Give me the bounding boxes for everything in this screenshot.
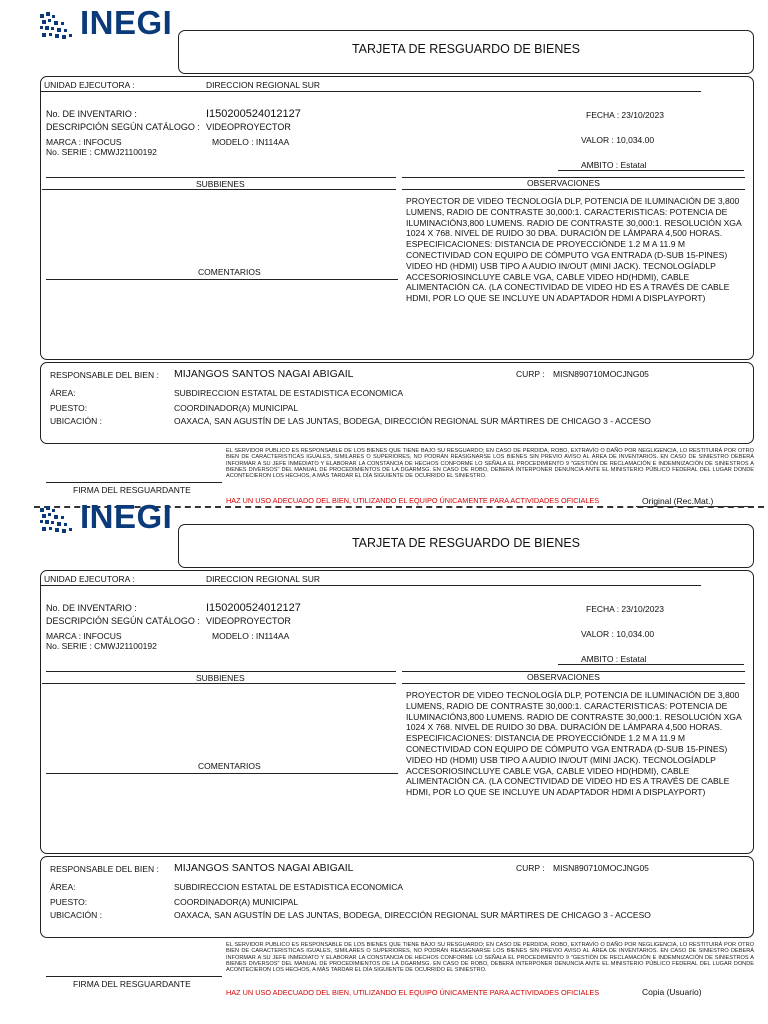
area-value: SUBDIRECCION ESTATAL DE ESTADISTICA ECONOMICA	[174, 882, 404, 892]
inventario-label: No. DE INVENTARIO :	[46, 109, 137, 119]
subbienes-bottom-line	[42, 683, 396, 684]
subbienes-top-line	[46, 671, 396, 672]
inventario-value: I150200524012127	[206, 602, 301, 614]
ambito-value: AMBITO : Estatal	[581, 654, 647, 664]
logo-text: INEGI	[80, 4, 173, 41]
descripcion-label: DESCRIPCIÓN SEGÚN CATÁLOGO :	[46, 616, 200, 626]
ubicacion-value: OAXACA, SAN AGUSTÍN DE LAS JUNTAS, BODEGA, DIRECCIÓN REGIONAL SUR MÁRTIRES DE CHICAGO 3 - ACCESO	[174, 416, 651, 426]
logo-dots-icon	[40, 12, 74, 40]
observaciones-bottom-line	[402, 683, 745, 684]
resguardo-card-original	[0, 0, 768, 506]
unidad-label: UNIDAD EJECUTORA :	[44, 80, 135, 90]
unidad-value: DIRECCION REGIONAL SUR	[206, 80, 320, 90]
fecha-value: FECHA : 23/10/2023	[586, 604, 664, 614]
curp-label: CURP :	[516, 369, 545, 379]
copy-label: Original (Rec.Mat.)	[642, 496, 714, 506]
area-value: SUBDIRECCION ESTATAL DE ESTADISTICA ECONOMICA	[174, 388, 404, 398]
firma-label: FIRMA DEL RESGUARDANTE	[73, 979, 191, 989]
puesto-value: COORDINADOR(A) MUNICIPAL	[174, 403, 299, 413]
title-box	[178, 30, 754, 74]
comentarios-heading: COMENTARIOS	[198, 761, 261, 771]
curp-value: MISN890710MOCJNG05	[553, 369, 649, 379]
usage-warning: HAZ UN USO ADECUADO DEL BIEN, UTILIZANDO EL EQUIPO ÚNICAMENTE PARA ACTIVIDADES OFICIALES	[226, 496, 600, 505]
responsable-label: RESPONSABLE DEL BIEN :	[50, 370, 159, 380]
observaciones-text: PROYECTOR DE VIDEO TECNOLOGÍA DLP, POTENCIA DE ILUMINACIÓN DE 3,800 LUMENS, RADIO DE CONTRASTE 30,000:1. CARACTERISTICAS: POTENCIA DE ILUMINACIÓN3,800 LUMENS. RADIO DE CONTRASTE 30,000:1. RESOLUCIÓN XGA 1024 X 768. NIVEL DE RUIDO 30 DBA. DURACIÓN DE LÁMPARA 4,500 HORAS. ESPECIFICACIONES: DISTANCIA DE PROYECCIÓNDE 1.2 M A 11.9 M CONECTIVIDAD CON EQUIPO DE CÓMPUTO VGA ENTRADA (D-SUB 15-PINES) VIDEO HD (HDMI) USB TIPO A AUDIO IN/OUT (MINI JACK). TECNOLOGÍADLP ACCESORIOSINCLUYE CABLE VGA, CABLE VIDEO HD(HDMI), CABLE ALIMENTACIÓN CA. (LA CONECTIVIDAD DE VIDEO HD ES A TRAVÉS DE CABLE HDMI, POR LO QUE SE INCLUYE UN ADAPTADOR HDMI A DISPLAYPORT)	[406, 690, 742, 798]
responsable-value: MIJANGOS SANTOS NAGAI ABIGAIL	[174, 862, 354, 874]
valor-value: VALOR : 10,034.00	[581, 629, 655, 639]
subbienes-top-line	[46, 177, 396, 178]
header-divider	[41, 91, 701, 92]
fecha-value: FECHA : 23/10/2023	[586, 110, 664, 120]
marca-value: MARCA : INFOCUS	[46, 137, 122, 147]
curp-value: MISN890710MOCJNG05	[553, 863, 649, 873]
signature-line	[46, 482, 222, 483]
signature-line	[46, 976, 222, 977]
modelo-value: MODELO : IN114AA	[212, 137, 290, 147]
serie-value: No. SERIE : CMWJ21100192	[46, 147, 157, 157]
ubicacion-label: UBICACIÓN :	[50, 910, 102, 920]
legal-notice: EL SERVIDOR PUBLICO ES RESPONSABLE DE LOS BIENES QUE TIENE BAJO SU RESGUARDO; EN CASO DE PERDIDA, ROBO, EXTRAVÍO O DAÑO POR NEGLIGENCIA, LO RESTITUIRÁ POR OTRO BIEN DE CARACTERISTICAS IGUALES, SIMILARES O SUPERIORES, NO PODRÁN REASIGNARSE LOS BIENES SIN PREVIO AVISO AL ÁREA DE INVENTARIOS. EN CASO DE SINIESTRO DEBERÁ INFORMAR A SU JEFE INMEDIATO Y ELABORAR LA CONSTANCIA DE HECHOS CONFORME LO SEÑALA EL PROCEDIMIENTO 9 "GESTIÓN DE RECLAMACIÓN E INDEMNIZACIÓN DE SINIESTROS A BIENES DIVERSOS" DEL MANUAL DE PROCEDIMIENTOS DE LA DGARMSG. EN CASO DE ROBO, DEBERÁ INTERPONER DENUNCIA ANTE EL MINISTERIO PÚBLICO FEDERAL DEL LUGAR DONDE ACONTECIERON LOS HECHOS, A MÁS TARDAR EL DÍA SIGUIENTE DE OCURRIDO EL SINIESTRO.	[226, 448, 754, 480]
inventario-value: I150200524012127	[206, 108, 301, 120]
observaciones-bottom-line	[402, 189, 745, 190]
area-label: ÁREA:	[50, 882, 76, 892]
modelo-value: MODELO : IN114AA	[212, 631, 290, 641]
puesto-value: COORDINADOR(A) MUNICIPAL	[174, 897, 299, 907]
curp-label: CURP :	[516, 863, 545, 873]
inegi-logo	[40, 498, 180, 538]
ambito-underline	[558, 170, 744, 171]
descripcion-value: VIDEOPROYECTOR	[206, 122, 291, 132]
subbienes-heading: SUBBIENES	[196, 673, 245, 683]
page-title: TARJETA DE RESGUARDO DE BIENES	[351, 536, 581, 550]
observaciones-heading: OBSERVACIONES	[527, 178, 600, 188]
puesto-label: PUESTO:	[50, 403, 88, 413]
observaciones-heading: OBSERVACIONES	[527, 672, 600, 682]
descripcion-value: VIDEOPROYECTOR	[206, 616, 291, 626]
resguardo-card-copia	[0, 494, 768, 997]
subbienes-bottom-line	[42, 189, 396, 190]
page-title: TARJETA DE RESGUARDO DE BIENES	[351, 42, 581, 56]
ambito-value: AMBITO : Estatal	[581, 160, 647, 170]
logo-text: INEGI	[80, 498, 173, 535]
marca-value: MARCA : INFOCUS	[46, 631, 122, 641]
comentarios-heading: COMENTARIOS	[198, 267, 261, 277]
ubicacion-label: UBICACIÓN :	[50, 416, 102, 426]
responsable-label: RESPONSABLE DEL BIEN :	[50, 864, 159, 874]
comentarios-line	[46, 773, 398, 774]
usage-warning: HAZ UN USO ADECUADO DEL BIEN, UTILIZANDO EL EQUIPO ÚNICAMENTE PARA ACTIVIDADES OFICIALES	[226, 988, 600, 997]
subbienes-heading: SUBBIENES	[196, 179, 245, 189]
responsable-value: MIJANGOS SANTOS NAGAI ABIGAIL	[174, 368, 354, 380]
unidad-value: DIRECCION REGIONAL SUR	[206, 574, 320, 584]
valor-value: VALOR : 10,034.00	[581, 135, 655, 145]
comentarios-line	[46, 279, 398, 280]
firma-label: FIRMA DEL RESGUARDANTE	[73, 485, 191, 495]
header-divider	[41, 585, 701, 586]
title-box	[178, 524, 754, 568]
inegi-logo	[40, 4, 180, 44]
ubicacion-value: OAXACA, SAN AGUSTÍN DE LAS JUNTAS, BODEGA, DIRECCIÓN REGIONAL SUR MÁRTIRES DE CHICAGO 3 - ACCESO	[174, 910, 651, 920]
logo-dots-icon	[40, 506, 74, 534]
puesto-label: PUESTO:	[50, 897, 88, 907]
descripcion-label: DESCRIPCIÓN SEGÚN CATÁLOGO :	[46, 122, 200, 132]
ambito-underline	[558, 664, 744, 665]
inventario-label: No. DE INVENTARIO :	[46, 603, 137, 613]
legal-notice: EL SERVIDOR PUBLICO ES RESPONSABLE DE LOS BIENES QUE TIENE BAJO SU RESGUARDO; EN CASO DE PERDIDA, ROBO, EXTRAVÍO O DAÑO POR NEGLIGENCIA, LO RESTITUIRÁ POR OTRO BIEN DE CARACTERISTICAS IGUALES, SIMILARES O SUPERIORES, NO PODRÁN REASIGNARSE LOS BIENES SIN PREVIO AVISO AL ÁREA DE INVENTARIOS. EN CASO DE SINIESTRO DEBERÁ INFORMAR A SU JEFE INMEDIATO Y ELABORAR LA CONSTANCIA DE HECHOS CONFORME LO SEÑALA EL PROCEDIMIENTO 9 "GESTIÓN DE RECLAMACIÓN E INDEMNIZACIÓN DE SINIESTROS A BIENES DIVERSOS" DEL MANUAL DE PROCEDIMIENTOS DE LA DGARMSG. EN CASO DE ROBO, DEBERÁ INTERPONER DENUNCIA ANTE EL MINISTERIO PÚBLICO FEDERAL DEL LUGAR DONDE ACONTECIERON LOS HECHOS, A MÁS TARDAR EL DÍA SIGUIENTE DE OCURRIDO EL SINIESTRO.	[226, 942, 754, 974]
copy-label: Copia (Usuario)	[642, 987, 702, 997]
unidad-label: UNIDAD EJECUTORA :	[44, 574, 135, 584]
serie-value: No. SERIE : CMWJ21100192	[46, 641, 157, 651]
observaciones-text: PROYECTOR DE VIDEO TECNOLOGÍA DLP, POTENCIA DE ILUMINACIÓN DE 3,800 LUMENS, RADIO DE CONTRASTE 30,000:1. CARACTERISTICAS: POTENCIA DE ILUMINACIÓN3,800 LUMENS. RADIO DE CONTRASTE 30,000:1. RESOLUCIÓN XGA 1024 X 768. NIVEL DE RUIDO 30 DBA. DURACIÓN DE LÁMPARA 4,500 HORAS. ESPECIFICACIONES: DISTANCIA DE PROYECCIÓNDE 1.2 M A 11.9 M CONECTIVIDAD CON EQUIPO DE CÓMPUTO VGA ENTRADA (D-SUB 15-PINES) VIDEO HD (HDMI) USB TIPO A AUDIO IN/OUT (MINI JACK). TECNOLOGÍADLP ACCESORIOSINCLUYE CABLE VGA, CABLE VIDEO HD(HDMI), CABLE ALIMENTACIÓN CA. (LA CONECTIVIDAD DE VIDEO HD ES A TRAVÉS DE CABLE HDMI, POR LO QUE SE INCLUYE UN ADAPTADOR HDMI A DISPLAYPORT)	[406, 196, 742, 304]
area-label: ÁREA:	[50, 388, 76, 398]
